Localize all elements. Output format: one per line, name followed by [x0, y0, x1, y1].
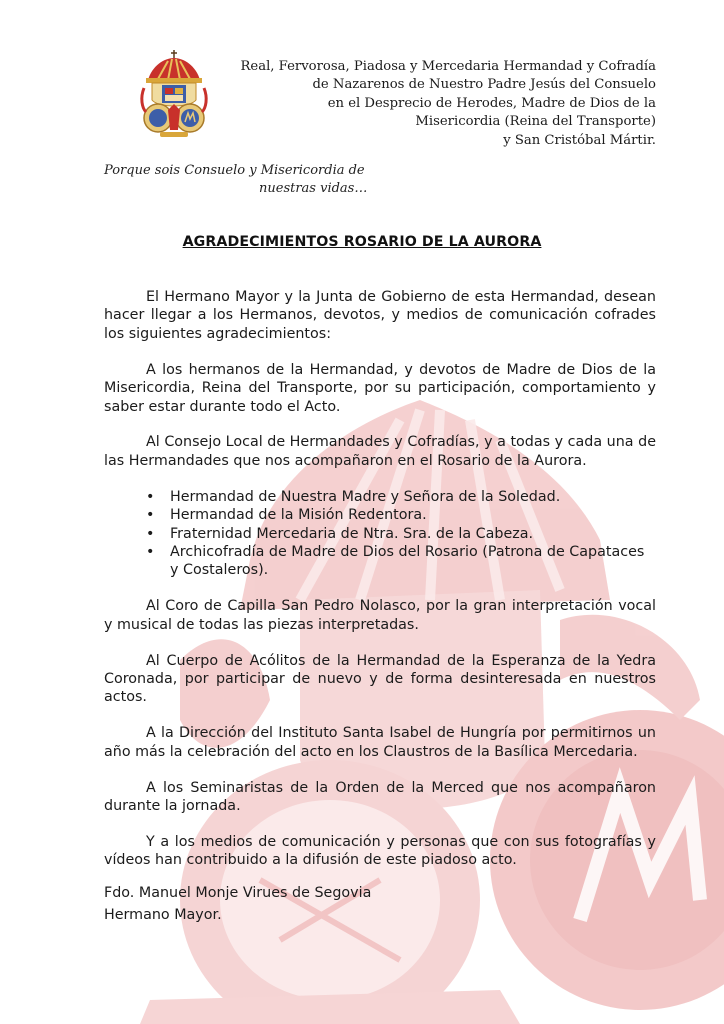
signature-name: Fdo. Manuel Monje Virues de Segovia [104, 885, 372, 901]
motto [104, 162, 367, 198]
list-item-text: Hermandad de Nuestra Madre y Señora de la Soledad. [170, 488, 561, 505]
brotherhood-name [236, 58, 656, 150]
bullet-icon: • [146, 543, 155, 560]
bullet-icon: • [146, 507, 155, 524]
paragraph-choir: Al Coro de Capilla San Pedro Nolasco, por la gran interpretación vocal y musical de todas las piezas interpretadas. [104, 598, 656, 633]
signature-block [104, 882, 371, 926]
brotherhood-name-line: en el Desprecio de Herodes, Madre de Dios de la [327, 95, 656, 111]
list-item [146, 488, 656, 506]
brotherhoods-list [104, 488, 656, 580]
bullet-icon: • [146, 525, 155, 542]
paragraph-seminarians: A los Seminaristas de la Orden de la Merced que nos acompañaron durante la jornada. [104, 779, 656, 815]
list-item-text: Hermandad de la Misión Redentora. [170, 507, 427, 524]
list-item [146, 525, 656, 543]
motto-line-2: nuestras vidas… [259, 181, 368, 196]
paragraph-media: Y a los medios de comunicación y personas que con sus fotografías y vídeos han contribuido a la difusión de este piadoso acto. [104, 833, 656, 869]
list-item [146, 506, 656, 524]
paragraph-institute: A la Dirección del Instituto Santa Isabel de Hungría por permitirnos un año más la celebración del acto en los Claustros de la Basílica Mercedaria. [104, 725, 656, 760]
document-body [104, 288, 656, 887]
document-title: AGRADECIMIENTOS ROSARIO DE LA AURORA [182, 234, 542, 250]
brotherhood-name-line: Misericordia (Reina del Transporte) [415, 114, 656, 130]
paragraph-acolytes: Al Cuerpo de Acólitos de la Hermandad de la Esperanza de la Yedra Coronada, por participar de nuevo y de forma desinteresada en nuestros actos. [104, 652, 656, 706]
signature-role: Hermano Mayor. [104, 907, 222, 923]
list-item-text: Archicofradía de Madre de Dios del Rosario (Patrona de Capataces y Costaleros). [170, 543, 645, 579]
motto-line-1: Porque sois Consuelo y Misericordia de [104, 163, 365, 178]
paragraph-council: Al Consejo Local de Hermandades y Cofradías, y a todas y cada una de las Hermandades que nos acompañaron en el Rosario de la Aurora. [104, 434, 656, 469]
list-item-text: Fraternidad Mercedaria de Ntra. Sra. de la Cabeza. [170, 525, 534, 542]
bullet-icon: • [146, 488, 155, 505]
brotherhood-name-line: y San Cristóbal Mártir. [503, 132, 656, 148]
brotherhood-name-line: de Nazarenos de Nuestro Padre Jesús del Consuelo [312, 77, 656, 93]
brotherhood-crest-icon [138, 48, 210, 140]
brotherhood-name-line: Real, Fervorosa, Piadosa y Mercedaria Hermandad y Cofradía [240, 59, 656, 74]
paragraph-intro: El Hermano Mayor y la Junta de Gobierno de esta Hermandad, desean hacer llegar a los Hermanos, devotos, y medios de comunicación cofrades los siguientes agradecimientos: [104, 289, 656, 342]
list-item [146, 543, 656, 580]
paragraph-brothers: A los hermanos de la Hermandad, y devotos de Madre de Dios de la Misericordia, Reina del Transporte, por su participación, comportamiento y saber estar durante todo el Acto. [104, 361, 656, 415]
